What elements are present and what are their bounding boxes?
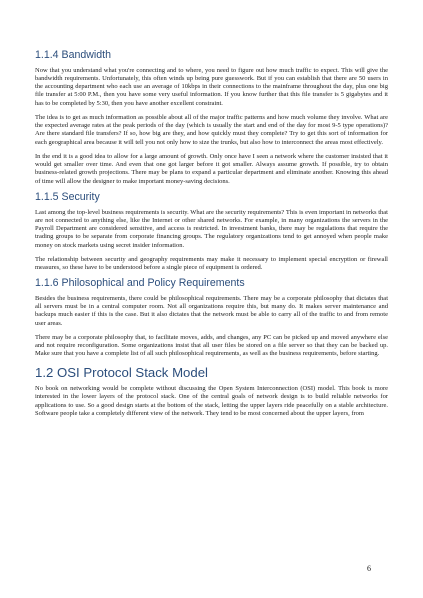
paragraph: The relationship between security and geography requirements may make it necessary to implement special encryption or firewall measures, so these have to be understood before a single piece of equipment is ordered. [35,255,388,272]
paragraph: Last among the top-level business requirements is security. What are the security requirements? This is even important in networks that are not connected to anything else, like the Internet or other shared networks. For example, in many organizations the servers in the Payroll Department are considered sensitive, and access is restricted. In investment banks, there may be regulations that require the trading groups to be separate from corporate financing groups. The regulatory organizations tend to get annoyed when people make money on stock markets using secret insider information. [35,208,388,249]
section-heading-osi: 1.2 OSI Protocol Stack Model [35,364,208,380]
paragraph: Now that you understand what you're connecting and to where, you need to figure out how much traffic to expect. This will give the bandwidth requirements. Unfortunately, this often winds up being pure guesswork. But if you can establish that there are 50 users in the accounting department who each use an average of 10kbps in their connections to the mainframe throughout the day, plus one big file transfer at 5:00 P.M., then you have some very useful information. If you know further that this file transfer is 5 gigabytes and it has to be completed by 5:30, then you have another excellent constraint. [35,66,388,107]
document-page [35,44,388,424]
section-heading-security: 1.1.5 Security [35,190,100,203]
paragraph: There may be a corporate philosophy that, to facilitate moves, adds, and changes, any PC can be picked up and moved anywhere else and not require reconfiguration. Some organizations insist that all user files be stored on a file server so that they can be backed up. Make sure that you have a complete list of all such philosophical requirements, as well as the business requirements, before starting. [35,333,388,358]
paragraph: In the end it is a good idea to allow for a large amount of growth. Only once have I seen a network where the customer insisted that it would get smaller over time. And even that one got larger before it got smaller. Always assume growth. If possible, try to obtain business-related growth projections. There may be plans to expand a particular department and eliminate another. Knowing this ahead of time will allow the designer to make important money-saving decisions. [35,152,388,185]
paragraph: No book on networking would be complete without discussing the Open System Interconnection (OSI) model. This book is more interested in the lower layers of the protocol stack. One of the central goals of network design is to build reliable networks for applications to use. So a good design starts at the bottom of the stack, letting the upper layers ride peacefully on a stable architecture. Software people take a completely different view of the network. They tend to be most concerned about the upper layers, from [35,385,388,417]
page-number: 6 [367,564,371,573]
paragraph: Besides the business requirements, there could be philosophical requirements. There may be a corporate philosophy that dictates that all servers must be in a central computer room. Not all organizations require this, but many do. It makes server maintenance and backups much easier if this is the case. But it also dictates that the network must be able to carry all of the traffic to and from remote user areas. [35,294,388,327]
paragraph: The idea is to get as much information as possible about all of the major traffic patterns and how much volume they involve. What are the expected average rates at the peak periods of the day (which is usually the start and end of the day for most 9-5 type operations)? Are there standard file transfers? If so, how big are they, and how quickly must they complete? Try to get this sort of information for each geographical area because it will tell you not only how to size the trunks, but also how to interconnect the areas most effectively. [35,113,388,146]
section-heading-philosophical: 1.1.6 Philosophical and Policy Requirements [35,277,245,290]
section-heading-bandwidth: 1.1.4 Bandwidth [35,49,111,61]
